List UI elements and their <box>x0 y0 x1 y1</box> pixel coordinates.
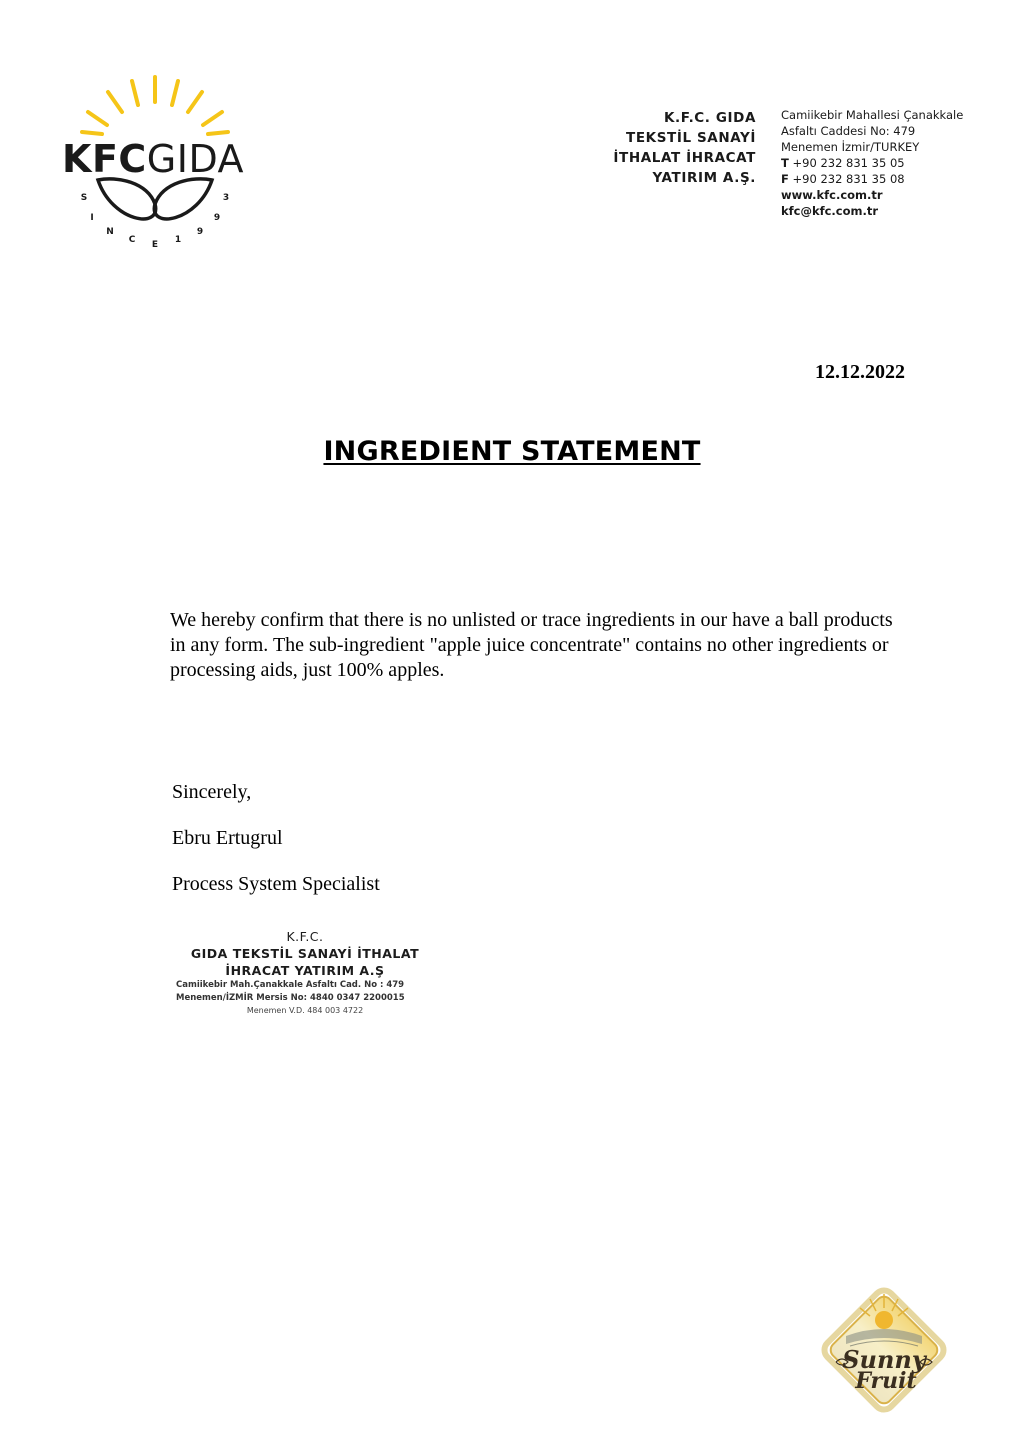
address-line: Asfaltı Caddesi No: 479 <box>781 124 916 138</box>
contact-info <box>781 107 963 219</box>
email: kfc@kfc.com.tr <box>781 204 879 218</box>
phone-label: T <box>781 156 789 170</box>
fax-number: +90 232 831 35 08 <box>792 172 905 186</box>
phone-number: +90 232 831 35 05 <box>792 156 905 170</box>
since-letter: 9 <box>196 227 204 237</box>
fax-line <box>781 171 963 187</box>
company-name-line: YATIRIM A.Ş. <box>652 170 756 186</box>
company-name-line: İTHALAT İHRACAT <box>613 150 756 166</box>
since-letter: 9 <box>213 213 221 223</box>
since-letter: N <box>106 227 114 237</box>
company-name <box>606 108 756 188</box>
stamp-line: Menemen/İZMİR Mersis No: 4840 0347 2200015 <box>176 993 405 1003</box>
stamp-line: K.F.C. <box>286 929 324 944</box>
since-letter: C <box>128 235 136 245</box>
document-title <box>0 436 1024 467</box>
since-letter: S <box>80 193 88 203</box>
company-name-line: K.F.C. GIDA <box>663 110 756 126</box>
since-letter: 3 <box>222 193 230 203</box>
since-letter: I <box>90 213 94 223</box>
fax-label: F <box>781 172 789 186</box>
logo-wordmark-light: GIDA <box>146 137 245 181</box>
signer-title: Process System Specialist <box>172 873 380 895</box>
logo-wordmark-bold: KFC <box>62 137 147 181</box>
address-line: Menemen İzmir/TURKEY <box>781 140 920 154</box>
company-name-line: TEKSTİL SANAYİ <box>626 130 756 146</box>
closing: Sincerely, <box>172 781 252 803</box>
company-logo <box>62 72 252 252</box>
address-line: Camiikebir Mahallesi Çanakkale <box>781 108 964 122</box>
stamp-line: Camiikebir Mah.Çanakkale Asfaltı Cad. No : 479 <box>176 980 405 990</box>
website: www.kfc.com.tr <box>781 188 883 202</box>
since-letter: 1 <box>174 235 182 245</box>
document-date: 12.12.2022 <box>815 361 905 383</box>
signer-name: Ebru Ertugrul <box>172 827 283 849</box>
statement-body: We hereby confirm that there is no unlisted or trace ingredients in our have a ball products in any form. The sub-ingredient "apple juice concentrate" contains no other ingredients or processing aids, just 100% apples. <box>170 609 893 681</box>
company-stamp <box>176 928 434 1017</box>
badge-line: Fruit <box>855 1368 917 1394</box>
stamp-line: İHRACAT YATIRIM A.Ş <box>225 963 385 978</box>
stamp-line: Menemen V.D. 484 003 4722 <box>246 1006 364 1015</box>
phone-line <box>781 155 963 171</box>
logo-wordmark <box>62 137 245 181</box>
since-letter: E <box>151 240 159 250</box>
document-title-text: INGREDIENT STATEMENT <box>323 436 701 467</box>
badge-line: Sunny <box>842 1345 926 1374</box>
stamp-line: GIDA TEKSTİL SANAYİ İTHALAT <box>190 946 420 961</box>
sunny-fruit-badge-icon <box>806 1272 962 1428</box>
